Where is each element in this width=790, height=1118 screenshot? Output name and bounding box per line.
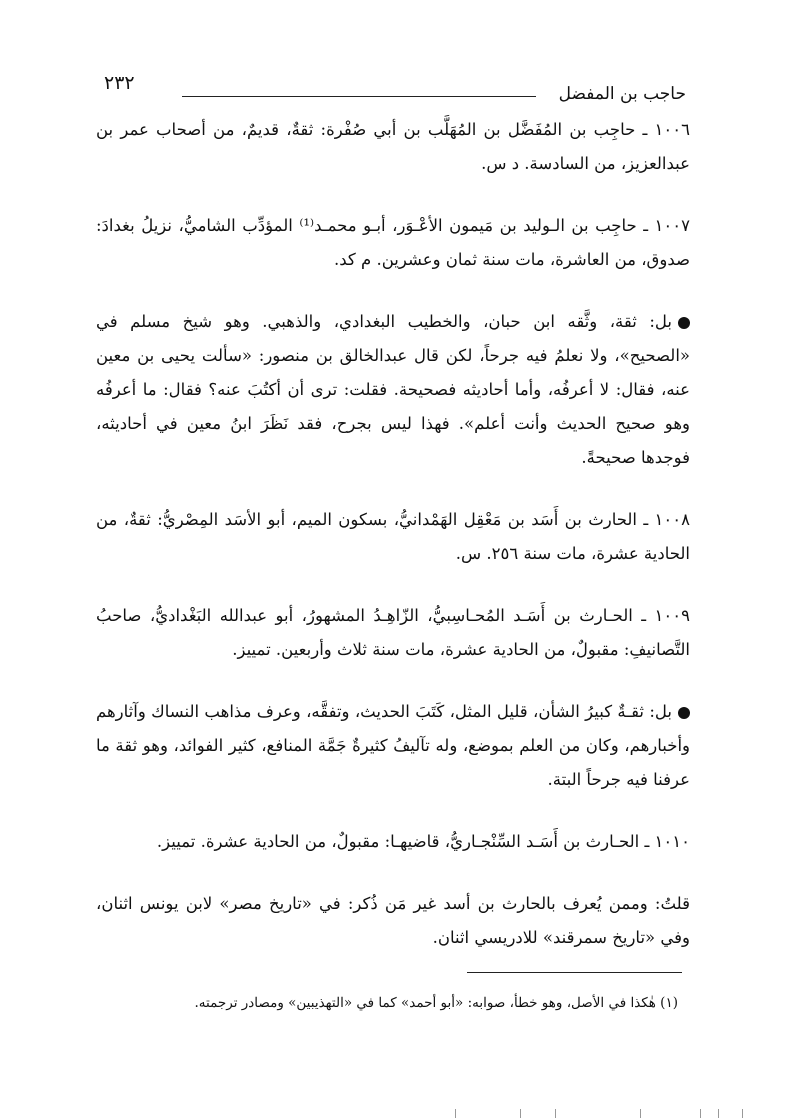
note-1009	[96, 695, 690, 797]
scan-mark	[640, 1109, 641, 1118]
note-text: بل: ثقـةٌ كبيرُ الشأن، قليل المثل، كَتَبَ الحديث، وتفقَّه، وعرف مذاهب النساك وآثارهم وأخبارهم، وكان من العلم بموضع، وله تآليفُ كثيرةٌ جَمَّة المنافع، كثير الفوائد، وهو ثقة ما عرفنا فيه جرحاً البتة.	[96, 702, 690, 789]
entry-1009	[96, 599, 690, 667]
page-number: ٢٣٢	[104, 72, 135, 94]
scan-mark	[718, 1109, 719, 1118]
scan-mark	[520, 1109, 521, 1118]
remark-text: قلتُ: وممن يُعرف بالحارث بن أسد غير مَن ذُكر: في «تاريخ مصر» لابن يونس اثنان، وفي «تاريخ سمرقند» للادريسي اثنان.	[96, 894, 690, 947]
running-title: حاجب بن المفضل	[558, 84, 686, 104]
bullet-marker	[678, 707, 690, 719]
entry-text: ١٠٠٨ ـ الحارث بن أَسَد بن مَعْقِل الهَمْدانيُّ، بسكون الميم، أبو الأسَد المِصْريُّ: ثقةٌ، من الحادية عشرة، مات سنة ٢٥٦. س.	[96, 510, 690, 563]
footnote: (١) هٰكذا في الأصل، وهو خطأ، صوابه: «أبو أحمد» كما في «التهذيبين» ومصادر ترجمته.	[194, 995, 678, 1011]
note-1007	[96, 305, 690, 475]
entry-text: ١٠٠٩ ـ الحـارث بن أَسَـد المُحـاسِبيُّ، الزّاهِـدُ المشهورُ، أبو عبدالله البَغْداديُّ، صاحبُ التَّصانيفِ: مقبولٌ، من الحادية عشرة، مات سنة ثلاث وأربعين. تمييز.	[96, 606, 690, 659]
entry-1008	[96, 503, 690, 571]
entry-text: ١٠٠٧ ـ حاجِب بن الـوليد بن مَيمون الأعْـوَر، أبـو محمـد⁽¹⁾ المؤدِّب الشاميُّ، نزيلُ بغدادَ: صدوق، من العاشرة، مات سنة ثمان وعشرين. م كد.	[96, 216, 690, 269]
note-text: بل: ثقة، وثَّقه ابن حبان، والخطيب البغدادي، والذهبي. وهو شيخ مسلم في «الصحيح»، ولا نعلمُ فيه جرحاً، لكن قال عبدالخالق بن منصور: «سألت يحيى بن معين عنه، فقال: لا أعرفُه، وأما أحاديثه فصحيحة. فقلت: ترى أن أكتُبَ عنه؟ فقال: ما أعرفُه وهو صحيح الحديث وأنت أعلم». فهذا ليس بجرح، فقد نَظَرَ ابنُ معين في أحاديثه، فوجدها صحيحةً.	[96, 312, 690, 467]
entry-1006	[96, 113, 690, 181]
scan-mark	[455, 1109, 456, 1118]
main-text	[96, 113, 690, 983]
entry-text: ١٠١٠ ـ الحـارث بن أَسَـد السِّنْجـاريُّ، قاضيهـا: مقبولٌ، من الحادية عشرة. تمييز.	[156, 832, 690, 851]
header-rule	[182, 96, 536, 97]
scan-mark	[742, 1109, 743, 1118]
bullet-marker	[678, 317, 690, 329]
entry-1007	[96, 209, 690, 277]
entry-1010	[96, 825, 690, 859]
remark-paragraph	[96, 887, 690, 955]
scan-mark	[700, 1109, 701, 1118]
page-header	[104, 74, 686, 114]
scan-mark	[555, 1109, 556, 1118]
footnote-rule	[467, 972, 682, 973]
entry-text: ١٠٠٦ ـ حاجِب بن المُفَضَّل بن المُهَلَّب بن أبي صُفْرة: ثقةٌ، قديمٌ، من أصحاب عمر بن عبدالعزيز، من السادسة. د س.	[96, 120, 690, 173]
